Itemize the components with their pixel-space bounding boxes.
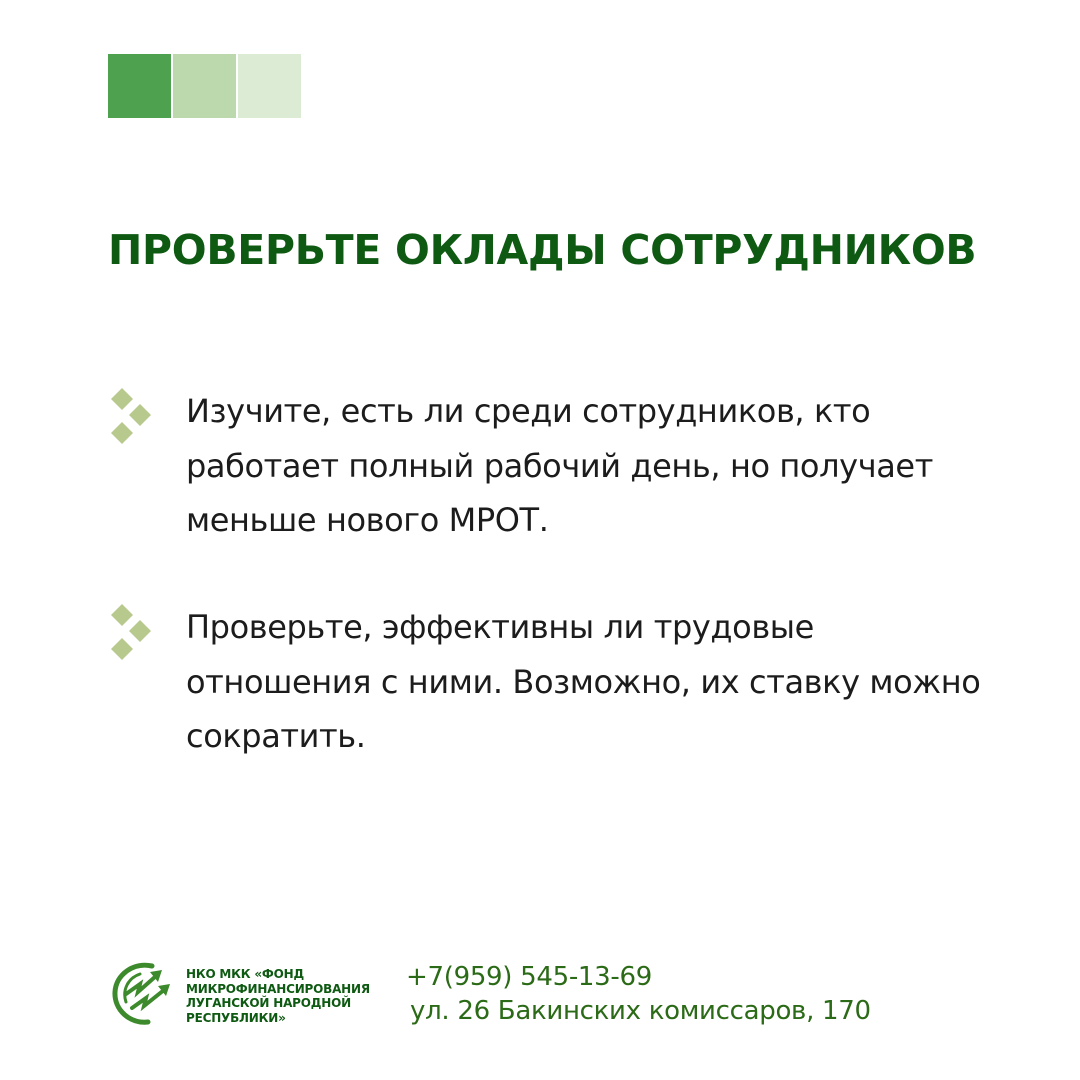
- swatch-light-green: [238, 54, 301, 118]
- organization-name: [186, 967, 370, 1025]
- contact-phone: +7(959) 545-13-69: [406, 962, 652, 992]
- bullet-text: Изучите, есть ли среди сотрудников, кто работает полный рабочий день, но получает меньше нового МРОТ.: [186, 392, 933, 539]
- swatch-medium-green: [173, 54, 236, 118]
- org-name-line: НКО МКК «ФОНД: [186, 967, 304, 981]
- globe-arrows-logo-icon: [112, 960, 176, 1026]
- org-name-line: РЕСПУБЛИКИ»: [186, 1010, 286, 1025]
- diamond-cluster-icon: [108, 602, 156, 666]
- diamond-shape: [129, 620, 151, 642]
- diamond-shape: [129, 404, 151, 426]
- logo-outer-arc: [115, 965, 152, 1022]
- org-name-line: ЛУГАНСКОЙ НАРОДНОЙ: [186, 996, 351, 1010]
- page-title: ПРОВЕРЬТЕ ОКЛАДЫ СОТРУДНИКОВ: [108, 226, 977, 274]
- diamond-shape: [111, 422, 133, 444]
- contact-address: ул. 26 Бакинских комиссаров, 170: [410, 996, 871, 1026]
- org-name-line: МИКРОФИНАНСИРОВАНИЯ: [186, 981, 370, 996]
- diamond-shape: [111, 604, 133, 626]
- color-swatch-strip: [108, 54, 301, 118]
- bullet-text: Проверьте, эффективны ли трудовые отношения с ними. Возможно, их ставку можно сократить.: [186, 608, 981, 755]
- diamond-cluster-icon: [108, 386, 156, 450]
- swatch-dark-green: [108, 54, 171, 118]
- diamond-shape: [111, 638, 133, 660]
- diamond-shape: [111, 388, 133, 410]
